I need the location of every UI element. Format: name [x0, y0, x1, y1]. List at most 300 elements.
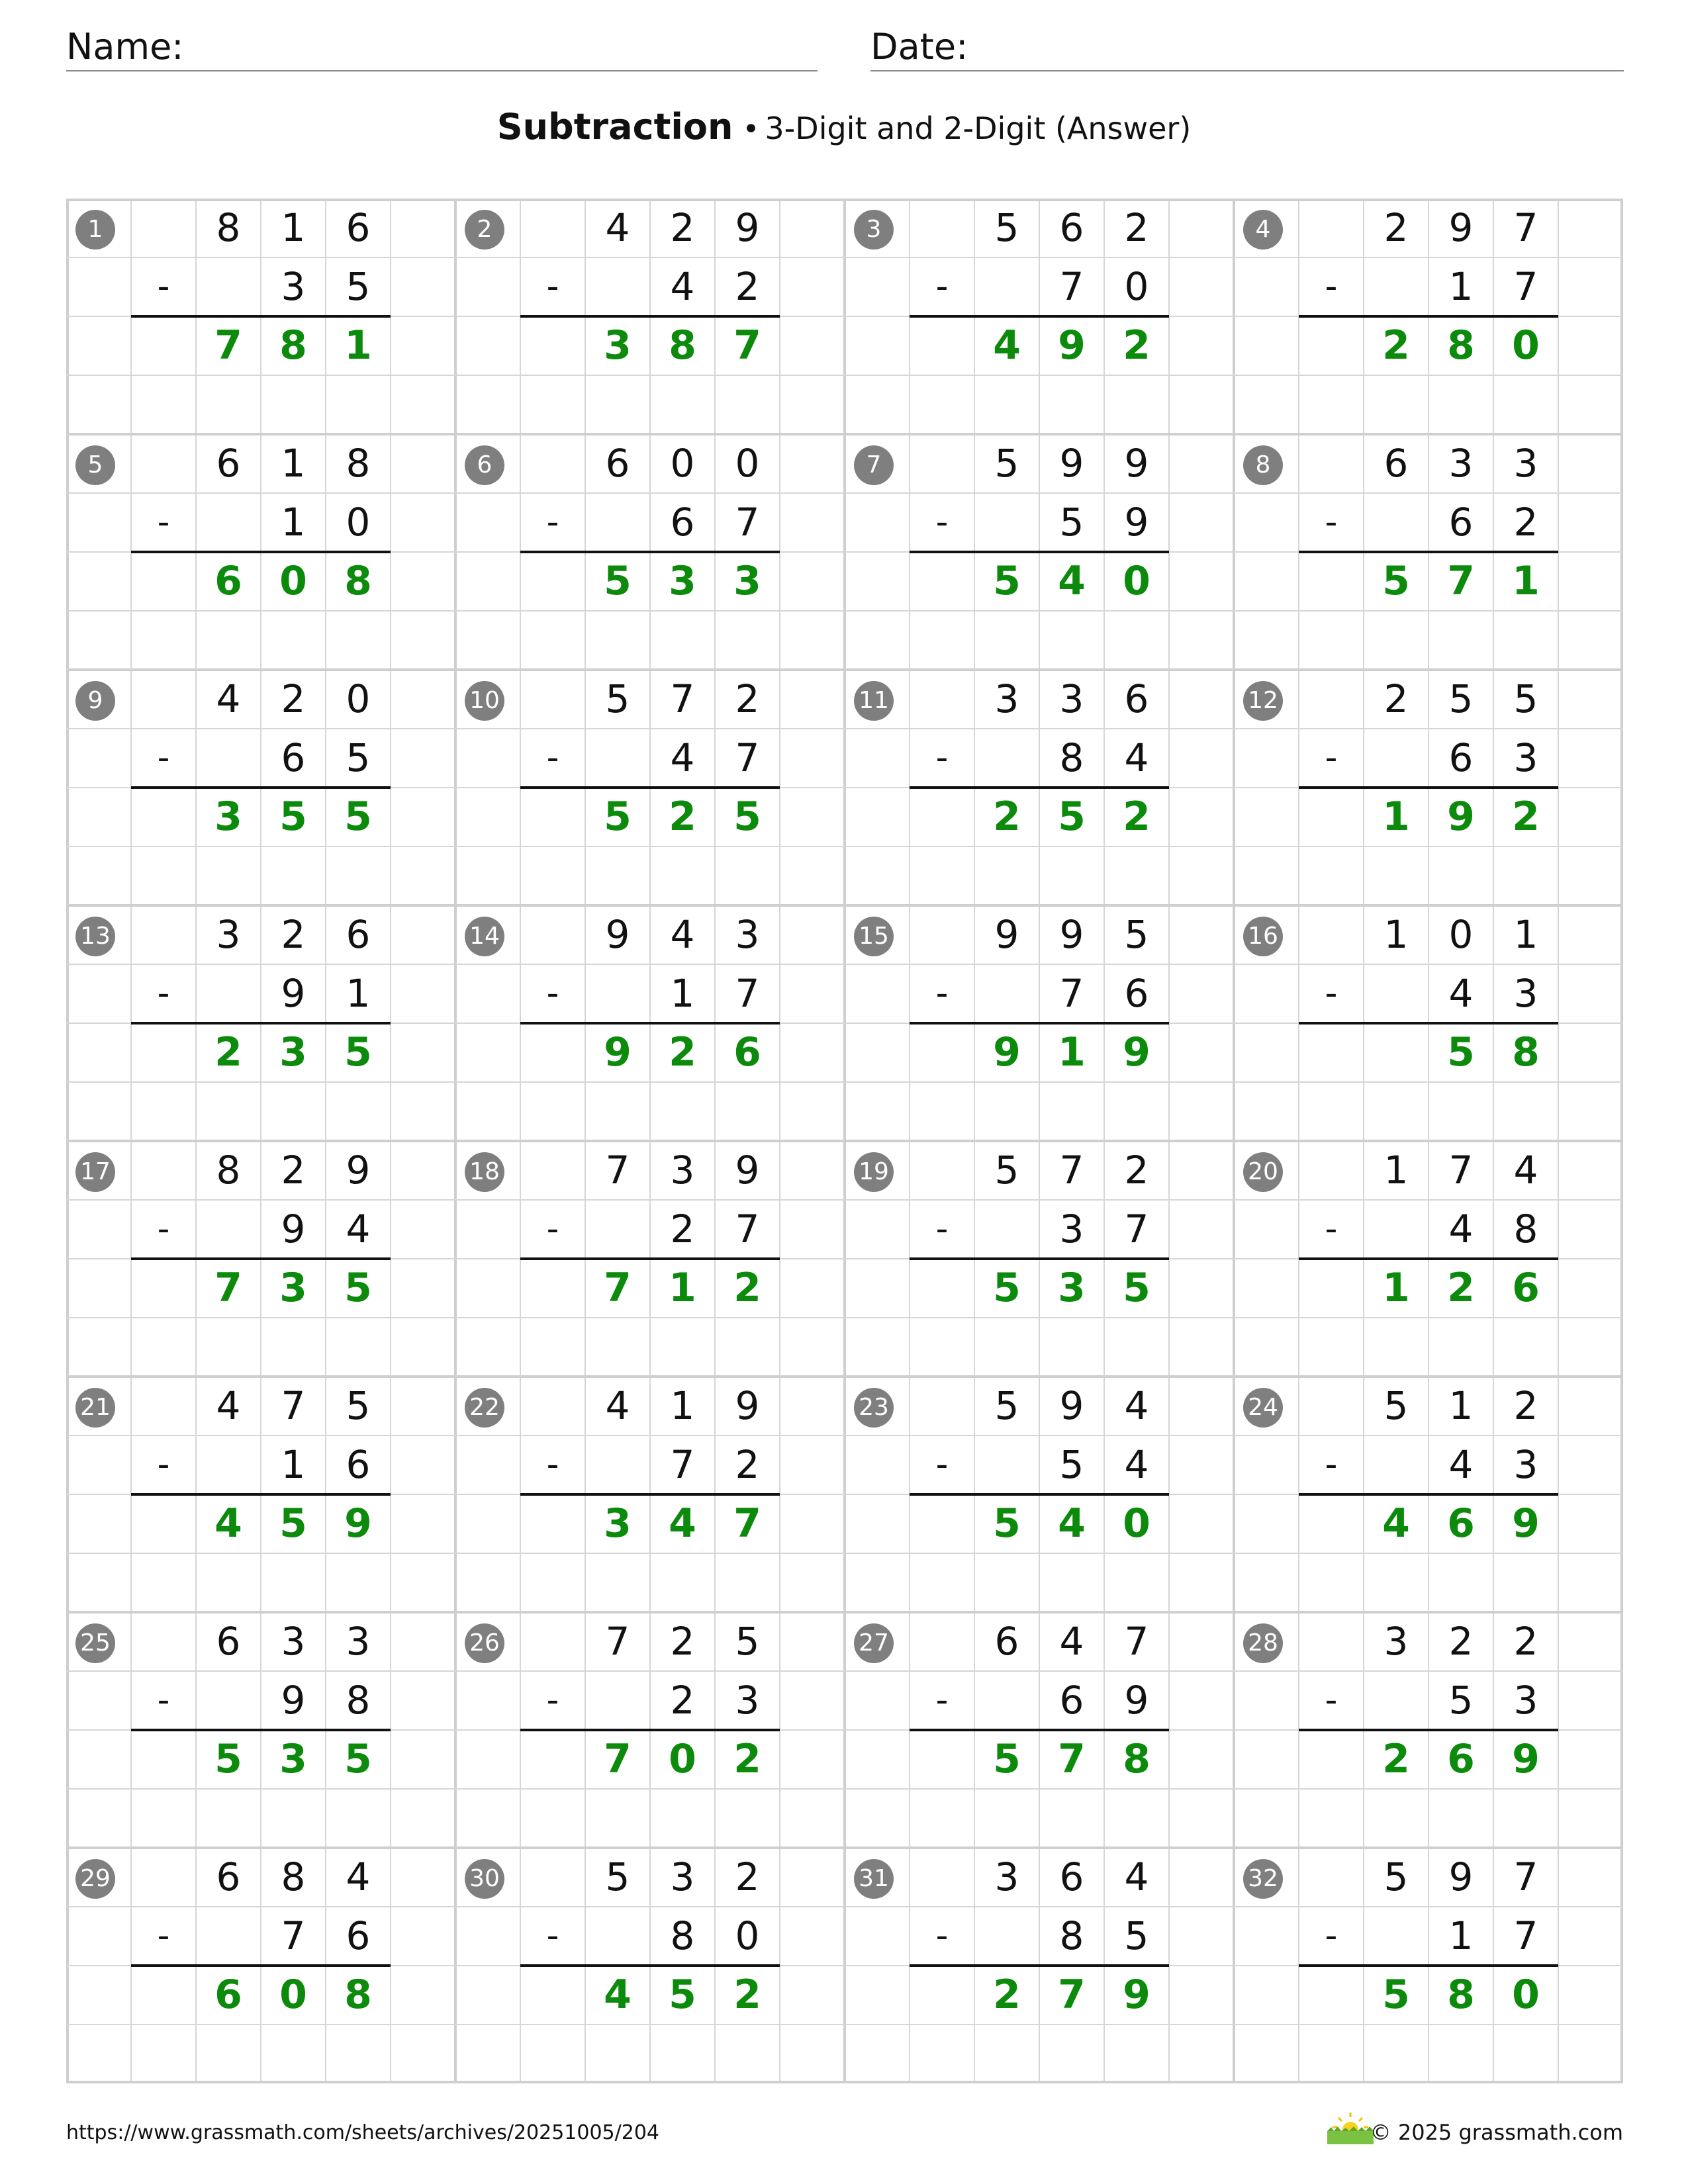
- minuend-digit: 5: [994, 441, 1019, 486]
- minus-sign: -: [1325, 974, 1338, 1013]
- minuend-digit: 8: [281, 1854, 306, 1899]
- subtrahend-digit: 6: [346, 1442, 371, 1487]
- problem-10: [455, 670, 845, 905]
- minuend-digit: 3: [346, 1619, 371, 1664]
- answer-digit: 3: [279, 1265, 307, 1311]
- answer-digit: 2: [669, 794, 696, 840]
- minus-sign: -: [1325, 738, 1338, 778]
- minuend-digit: 2: [1513, 1619, 1538, 1664]
- minus-sign: -: [935, 1680, 949, 1720]
- minuend-digit: 2: [1448, 1619, 1474, 1664]
- minuend-digit: 7: [1059, 1148, 1084, 1193]
- subtrahend-digit: 9: [281, 971, 306, 1016]
- problem-number-badge: 32: [1243, 1859, 1283, 1899]
- minus-sign: -: [546, 1209, 559, 1249]
- subtrahend-digit: 8: [346, 1678, 371, 1723]
- minuend-digit: 8: [216, 205, 241, 250]
- subtrahend-digit: 6: [670, 500, 695, 545]
- minuend-digit: 7: [1124, 1619, 1149, 1664]
- subtrahend-digit: 6: [346, 1913, 371, 1958]
- minuend-digit: 3: [216, 912, 241, 957]
- minuend-digit: 7: [1513, 205, 1538, 250]
- answer-digit: 2: [733, 1265, 761, 1311]
- subtrahend-digit: 7: [1513, 264, 1538, 309]
- subtrahend-digit: 3: [1513, 1442, 1538, 1487]
- minuend-digit: 5: [1448, 676, 1474, 721]
- answer-digit: 8: [1447, 322, 1475, 369]
- minuend-digit: 7: [1513, 1854, 1538, 1899]
- minuend-digit: 5: [1513, 676, 1538, 721]
- subtrahend-digit: 2: [670, 1206, 695, 1251]
- answer-digit: 5: [993, 558, 1021, 604]
- problem-number-badge: 28: [1243, 1623, 1283, 1663]
- problem-number-badge: 15: [854, 917, 894, 956]
- answer-digit: 2: [733, 1972, 761, 2018]
- problem-11: [845, 670, 1234, 905]
- answer-digit: 4: [214, 1500, 242, 1547]
- minuend-digit: 4: [346, 1854, 371, 1899]
- subtrahend-digit: 7: [735, 1206, 760, 1251]
- minuend-digit: 1: [281, 441, 306, 486]
- subtrahend-digit: 4: [1124, 735, 1149, 780]
- answer-digit: 3: [214, 794, 242, 840]
- problem-number-badge: 17: [75, 1152, 115, 1192]
- subtrahend-digit: 8: [1513, 1206, 1538, 1251]
- subtrahend-digit: 2: [670, 1678, 695, 1723]
- minuend-digit: 9: [735, 205, 760, 250]
- minus-sign: -: [546, 1680, 559, 1720]
- answer-digit: 5: [733, 794, 761, 840]
- answer-digit: 2: [1123, 794, 1150, 840]
- answer-digit: 5: [1058, 794, 1086, 840]
- subtrahend-digit: 7: [1513, 1913, 1538, 1958]
- answer-digit: 5: [344, 1736, 372, 1782]
- minuend-digit: 6: [346, 205, 371, 250]
- answer-digit: 9: [604, 1029, 632, 1075]
- problem-number-badge: 18: [465, 1152, 504, 1192]
- minus-sign: -: [157, 1680, 170, 1720]
- subtrahend-digit: 1: [346, 971, 371, 1016]
- answer-digit: 6: [1512, 1265, 1540, 1311]
- answer-digit: 9: [1123, 1972, 1150, 2018]
- footer-url: https://www.grassmath.com/sheets/archives/20251005/204: [66, 2121, 660, 2144]
- answer-digit: 0: [279, 558, 307, 604]
- problem-14: [455, 905, 845, 1141]
- subtrahend-digit: 0: [735, 1913, 760, 1958]
- subtrahend-digit: 1: [670, 971, 695, 1016]
- answer-digit: 6: [214, 558, 242, 604]
- minuend-digit: 2: [1383, 676, 1409, 721]
- minuend-digit: 2: [1124, 205, 1149, 250]
- minus-sign: -: [935, 974, 949, 1013]
- problem-20: [1234, 1141, 1623, 1377]
- problem-7: [845, 434, 1234, 670]
- subtrahend-digit: 7: [1059, 971, 1084, 1016]
- minuend-digit: 9: [994, 912, 1019, 957]
- problem-25: [66, 1612, 455, 1848]
- subtrahend-digit: 0: [346, 500, 371, 545]
- answer-digit: 7: [604, 1736, 632, 1782]
- answer-digit: 1: [1382, 794, 1410, 840]
- problem-21: [66, 1377, 455, 1612]
- subtrahend-digit: 7: [670, 1442, 695, 1487]
- minuend-digit: 6: [605, 441, 630, 486]
- answer-digit: 5: [993, 1736, 1021, 1782]
- minuend-digit: 4: [605, 205, 630, 250]
- minuend-digit: 6: [346, 912, 371, 957]
- subtrahend-digit: 1: [1448, 1913, 1474, 1958]
- problem-15: [845, 905, 1234, 1141]
- answer-digit: 9: [993, 1029, 1021, 1075]
- problem-number-badge: 20: [1243, 1152, 1283, 1192]
- minuend-digit: 2: [281, 676, 306, 721]
- answer-digit: 0: [1123, 558, 1150, 604]
- subtrahend-digit: 4: [346, 1206, 371, 1251]
- minuend-digit: 5: [605, 1854, 630, 1899]
- answer-digit: 0: [1123, 1500, 1150, 1547]
- minuend-digit: 2: [1124, 1148, 1149, 1193]
- minus-sign: -: [935, 267, 949, 306]
- answer-digit: 4: [1058, 1500, 1086, 1547]
- problem-number-badge: 1: [75, 210, 115, 250]
- subtrahend-digit: 5: [1059, 1442, 1084, 1487]
- subtrahend-digit: 8: [670, 1913, 695, 1958]
- minuend-digit: 9: [1059, 912, 1084, 957]
- answer-digit: 0: [1512, 322, 1540, 369]
- minuend-digit: 2: [670, 1619, 695, 1664]
- answer-digit: 9: [1512, 1500, 1540, 1547]
- subtrahend-digit: 4: [1124, 1442, 1149, 1487]
- problem-22: [455, 1377, 845, 1612]
- minuend-digit: 4: [216, 1383, 241, 1428]
- subtrahend-digit: 4: [1448, 1442, 1474, 1487]
- minuend-digit: 2: [735, 676, 760, 721]
- problem-16: [1234, 905, 1623, 1141]
- problem-number-badge: 4: [1243, 210, 1283, 250]
- minus-sign: -: [935, 1209, 949, 1249]
- answer-digit: 5: [669, 1972, 696, 2018]
- minus-sign: -: [1325, 1680, 1338, 1720]
- minus-sign: -: [546, 974, 559, 1013]
- problem-number-badge: 7: [854, 445, 894, 485]
- answer-digit: 0: [1512, 1972, 1540, 2018]
- minuend-digit: 2: [670, 205, 695, 250]
- answer-digit: 5: [1382, 1972, 1410, 2018]
- answer-digit: 5: [344, 794, 372, 840]
- answer-digit: 2: [1447, 1265, 1475, 1311]
- minus-sign: -: [935, 738, 949, 778]
- problem-12: [1234, 670, 1623, 905]
- answer-digit: 5: [344, 1265, 372, 1311]
- minus-sign: -: [157, 1209, 170, 1249]
- answer-digit: 1: [344, 322, 372, 369]
- problem-number-badge: 30: [465, 1859, 504, 1899]
- minuend-digit: 9: [1124, 441, 1149, 486]
- answer-digit: 9: [1058, 322, 1086, 369]
- minuend-digit: 1: [1448, 1383, 1474, 1428]
- answer-digit: 8: [1123, 1736, 1150, 1782]
- answer-digit: 7: [604, 1265, 632, 1311]
- answer-digit: 2: [993, 794, 1021, 840]
- problem-number-badge: 26: [465, 1623, 504, 1663]
- subtrahend-digit: 6: [1124, 971, 1149, 1016]
- problem-number-badge: 24: [1243, 1388, 1283, 1428]
- answer-digit: 6: [1447, 1500, 1475, 1547]
- subtrahend-digit: 7: [1059, 264, 1084, 309]
- minuend-digit: 4: [1124, 1854, 1149, 1899]
- minuend-digit: 4: [1124, 1383, 1149, 1428]
- answer-digit: [1364, 1023, 1429, 1082]
- answer-digit: 8: [279, 322, 307, 369]
- problem-number-badge: 25: [75, 1623, 115, 1663]
- minuend-digit: 2: [281, 1148, 306, 1193]
- answer-digit: 9: [344, 1500, 372, 1547]
- subtrahend-digit: 6: [1448, 500, 1474, 545]
- problem-32: [1234, 1848, 1623, 2083]
- minuend-digit: 9: [1448, 1854, 1474, 1899]
- problem-number-badge: 3: [854, 210, 894, 250]
- problem-2: [455, 199, 845, 434]
- answer-digit: 8: [669, 322, 696, 369]
- minuend-digit: 6: [1059, 205, 1084, 250]
- subtrahend-digit: 5: [346, 735, 371, 780]
- name-field[interactable]: [66, 25, 818, 71]
- answer-digit: 5: [214, 1736, 242, 1782]
- minuend-digit: 9: [346, 1148, 371, 1193]
- problem-number-badge: 19: [854, 1152, 894, 1192]
- minus-sign: -: [157, 974, 170, 1013]
- answer-digit: 9: [1447, 794, 1475, 840]
- problem-26: [455, 1612, 845, 1848]
- minuend-digit: 6: [216, 1619, 241, 1664]
- subtrahend-digit: 9: [281, 1206, 306, 1251]
- answer-digit: 2: [1512, 794, 1540, 840]
- minuend-digit: 8: [216, 1148, 241, 1193]
- minus-sign: -: [157, 267, 170, 306]
- subtrahend-digit: 5: [346, 264, 371, 309]
- minuend-digit: 9: [735, 1383, 760, 1428]
- subtrahend-digit: 1: [281, 500, 306, 545]
- answer-digit: 5: [344, 1029, 372, 1075]
- answer-digit: 4: [1058, 558, 1086, 604]
- answer-digit: 2: [1382, 322, 1410, 369]
- subtrahend-digit: 9: [281, 1678, 306, 1723]
- minuend-digit: 6: [216, 1854, 241, 1899]
- problem-number-badge: 27: [854, 1623, 894, 1663]
- minuend-digit: 1: [670, 1383, 695, 1428]
- problem-28: [1234, 1612, 1623, 1848]
- problem-27: [845, 1612, 1234, 1848]
- problem-number-badge: 21: [75, 1388, 115, 1428]
- date-field[interactable]: [870, 25, 1624, 71]
- answer-digit: 3: [279, 1736, 307, 1782]
- minus-sign: -: [1325, 1916, 1338, 1956]
- answer-digit: 2: [214, 1029, 242, 1075]
- answer-digit: 7: [733, 322, 761, 369]
- problem-number-badge: 6: [465, 445, 504, 485]
- minuend-digit: 9: [1448, 205, 1474, 250]
- answer-digit: 0: [669, 1736, 696, 1782]
- subtrahend-digit: 3: [281, 264, 306, 309]
- answer-digit: 8: [1447, 1972, 1475, 2018]
- problem-number-badge: 9: [75, 681, 115, 721]
- minuend-digit: 3: [1513, 441, 1538, 486]
- minuend-digit: 1: [1513, 912, 1538, 957]
- minuend-digit: 2: [1513, 1383, 1538, 1428]
- minus-sign: -: [1325, 502, 1338, 542]
- minuend-digit: 3: [994, 676, 1019, 721]
- problem-17: [66, 1141, 455, 1377]
- answer-digit: 5: [279, 1500, 307, 1547]
- minuend-digit: 2: [735, 1854, 760, 1899]
- minus-sign: -: [935, 1445, 949, 1484]
- answer-digit: 8: [344, 1972, 372, 2018]
- problem-23: [845, 1377, 1234, 1612]
- subtrahend-digit: 4: [670, 735, 695, 780]
- minuend-digit: 9: [605, 912, 630, 957]
- problem-18: [455, 1141, 845, 1377]
- answer-digit: 2: [993, 1972, 1021, 2018]
- subtrahend-digit: 5: [1124, 1913, 1149, 1958]
- problem-number-badge: 5: [75, 445, 115, 485]
- subtrahend-digit: 7: [735, 971, 760, 1016]
- minuend-digit: 5: [1124, 912, 1149, 957]
- problem-number-badge: 2: [465, 210, 504, 250]
- subtrahend-digit: 0: [1124, 264, 1149, 309]
- minuend-digit: 1: [1383, 912, 1409, 957]
- name-label: Name:: [66, 26, 184, 68]
- answer-digit: 5: [1447, 1029, 1475, 1075]
- answer-digit: 7: [214, 322, 242, 369]
- answer-digit: 6: [733, 1029, 761, 1075]
- minuend-digit: 2: [281, 912, 306, 957]
- answer-digit: 7: [1447, 558, 1475, 604]
- problem-number-badge: 23: [854, 1388, 894, 1428]
- subtrahend-digit: 2: [735, 264, 760, 309]
- worksheet-title: [0, 106, 1688, 148]
- subtrahend-digit: 4: [1448, 1206, 1474, 1251]
- minus-sign: -: [546, 267, 559, 306]
- problem-number-badge: 11: [854, 681, 894, 721]
- problem-number-badge: 16: [1243, 917, 1283, 956]
- minuend-digit: 3: [1383, 1619, 1409, 1664]
- minus-sign: -: [935, 502, 949, 542]
- subtrahend-digit: 7: [735, 735, 760, 780]
- minuend-digit: 5: [994, 205, 1019, 250]
- minuend-digit: 4: [216, 676, 241, 721]
- date-label: Date:: [870, 26, 968, 68]
- answer-digit: 3: [604, 1500, 632, 1547]
- minuend-digit: 9: [1059, 441, 1084, 486]
- answer-digit: 3: [279, 1029, 307, 1075]
- minuend-digit: 3: [1059, 676, 1084, 721]
- problem-number-badge: 31: [854, 1859, 894, 1899]
- minus-sign: -: [546, 738, 559, 778]
- answer-digit: 2: [1123, 322, 1150, 369]
- minuend-digit: 6: [216, 441, 241, 486]
- answer-digit: 7: [1058, 1736, 1086, 1782]
- answer-digit: 4: [669, 1500, 696, 1547]
- answer-digit: 8: [1512, 1029, 1540, 1075]
- answer-digit: 5: [279, 794, 307, 840]
- problem-19: [845, 1141, 1234, 1377]
- minuend-digit: 3: [281, 1619, 306, 1664]
- problem-grid: [66, 199, 1623, 2083]
- minuend-digit: 5: [605, 676, 630, 721]
- footer-copyright: © 2025 grassmath.com: [1370, 2120, 1623, 2145]
- problem-5: [66, 434, 455, 670]
- answer-digit: 4: [1382, 1500, 1410, 1547]
- minus-sign: -: [1325, 1209, 1338, 1249]
- minus-sign: -: [157, 1445, 170, 1484]
- answer-digit: 0: [279, 1972, 307, 2018]
- subtrahend-digit: 2: [1513, 500, 1538, 545]
- problem-number-badge: 14: [465, 917, 504, 956]
- minus-sign: -: [157, 738, 170, 778]
- minuend-digit: 7: [605, 1619, 630, 1664]
- title-main: Subtraction: [496, 106, 733, 148]
- answer-digit: 5: [1123, 1265, 1150, 1311]
- minuend-digit: 3: [735, 912, 760, 957]
- answer-digit: 5: [604, 794, 632, 840]
- answer-digit: 5: [604, 558, 632, 604]
- minuend-digit: 6: [1059, 1854, 1084, 1899]
- subtrahend-digit: 7: [1124, 1206, 1149, 1251]
- minuend-digit: 4: [1059, 1619, 1084, 1664]
- subtrahend-digit: 3: [1513, 971, 1538, 1016]
- answer-digit: 6: [214, 1972, 242, 2018]
- subtrahend-digit: 4: [1448, 971, 1474, 1016]
- minuend-digit: 5: [1383, 1383, 1409, 1428]
- answer-digit: 8: [344, 558, 372, 604]
- minuend-digit: 4: [605, 1383, 630, 1428]
- problem-24: [1234, 1377, 1623, 1612]
- subtrahend-digit: 5: [1448, 1678, 1474, 1723]
- minuend-digit: 9: [735, 1148, 760, 1193]
- problem-3: [845, 199, 1234, 434]
- answer-digit: 7: [1058, 1972, 1086, 2018]
- subtrahend-digit: 5: [1059, 500, 1084, 545]
- subtrahend-digit: 3: [1059, 1206, 1084, 1251]
- minuend-digit: 3: [1448, 441, 1474, 486]
- problem-number-badge: 13: [75, 917, 115, 956]
- problem-number-badge: 12: [1243, 681, 1283, 721]
- title-separator: •: [742, 113, 760, 146]
- answer-digit: 4: [993, 322, 1021, 369]
- minuend-digit: 5: [346, 1383, 371, 1428]
- subtrahend-digit: 3: [1513, 1678, 1538, 1723]
- problem-29: [66, 1848, 455, 2083]
- problem-9: [66, 670, 455, 905]
- problem-6: [455, 434, 845, 670]
- subtrahend-digit: 8: [1059, 735, 1084, 780]
- subtrahend-digit: 1: [281, 1442, 306, 1487]
- subtrahend-digit: 8: [1059, 1913, 1084, 1958]
- subtrahend-digit: 6: [281, 735, 306, 780]
- answer-digit: 6: [1447, 1736, 1475, 1782]
- minuend-digit: 1: [1383, 1148, 1409, 1193]
- minuend-digit: 7: [605, 1148, 630, 1193]
- minuend-digit: 4: [1513, 1148, 1538, 1193]
- minuend-digit: 5: [994, 1383, 1019, 1428]
- minuend-digit: 7: [670, 676, 695, 721]
- answer-digit: 1: [669, 1265, 696, 1311]
- minuend-digit: 9: [1059, 1383, 1084, 1428]
- minuend-digit: 5: [735, 1619, 760, 1664]
- subtrahend-digit: 3: [735, 1678, 760, 1723]
- minuend-digit: 0: [1448, 912, 1474, 957]
- answer-digit: 3: [733, 558, 761, 604]
